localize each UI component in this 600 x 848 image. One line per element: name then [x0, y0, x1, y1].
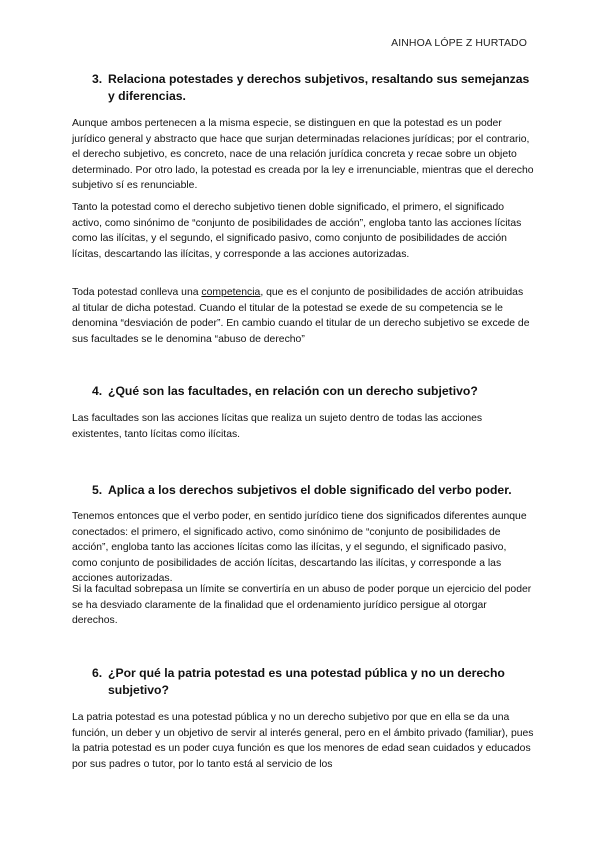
competencia-link[interactable]: competencia — [201, 287, 261, 298]
question-number: 3. — [92, 72, 103, 86]
question-title: Relaciona potestades y derechos subjetivos, resaltando sus semejanzas y diferencias. — [108, 72, 530, 103]
question-4-heading — [92, 383, 532, 400]
q5-paragraph-1: Tenemos entonces que el verbo poder, en sentido jurídico tiene dos significados diferentes aunque conectados: el primero, el significado activo, como sinónimo de “conjunto de posibilidades de acción”, engloba tanto las acciones lícitas como las ilícitas, y el segundo, el significado pasivo, como conjunto de posibilidades de acción lícitas, descartando las ilícitas, y corresponde a las acciones autorizadas. — [72, 511, 527, 585]
q3-paragraph-2: Tanto la potestad como el derecho subjetivo tienen doble significado, el primero, el significado activo, como sinónimo de “conjunto de posibilidades de acción”, engloba tanto las acciones lícitas como las ilícitas, y el segundo, el significado pasivo, como conjunto de posibilidades de acción lícitas, descartando las ilícitas, y corresponde a las acciones autorizadas. — [72, 202, 522, 260]
question-title: ¿Qué son las facultades, en relación con un derecho subjetivo? — [108, 384, 478, 398]
question-3-heading — [92, 71, 532, 105]
q6-paragraph-1: La patria potestad es una potestad pública y no un derecho subjetivo por que en ella se da una función, un deber y un objetivo de servir al interés general, pero en el ámbito privado (familiar), pues la patria potestad es un poder cuya función es que los menores de edad sean cuidados y educados por sus padres o tutor, por lo tanto está al servicio de los — [72, 712, 534, 770]
question-number: 6. — [92, 666, 103, 680]
question-title: ¿Por qué la patria potestad es una potestad pública y no un derecho subjetivo? — [108, 666, 505, 697]
q5-paragraph-2: Si la facultad sobrepasa un límite se convertiría en un abuso de poder porque un ejercicio del poder se ha desviado claramente de la finalidad que el ordenamiento jurídico persigue al otorgar derechos. — [72, 584, 532, 627]
q3-paragraph-3-text-a: Toda potestad conlleva una — [72, 287, 202, 298]
q3-paragraph-3-text-b: , que es el conjunto de posibilidades de acción atribuidas al titular de dicha potestad. Cuando el titular de la potestad se exede de su competencia se le denomina “desviación de poder”. En cambio cuando el titular de un derecho subjetivo se excede de sus facultades se le denomina “abuso de derecho” — [72, 287, 530, 345]
question-number: 4. — [92, 384, 103, 398]
question-title: Aplica a los derechos subjetivos el doble significado del verbo poder. — [108, 483, 512, 497]
question-5-heading — [92, 482, 532, 499]
q4-paragraph-1: Las facultades son las acciones lícitas que realiza un sujeto dentro de todas las acciones existentes, tanto lícitas como ilícitas. — [72, 413, 483, 440]
author-header: AINHOA LÓPE Z HURTADO — [391, 37, 527, 49]
question-6-heading — [92, 665, 532, 699]
question-number: 5. — [92, 483, 103, 497]
q3-paragraph-1: Aunque ambos pertenecen a la misma especie, se distinguen en que la potestad es un poder jurídico general y abstracto que hace que surjan determinadas relaciones jurídicas; por el contrario, el derecho subjetivo, es concreto, nace de una relación jurídica concreta y recae sobre un objeto determinado. Por otro lado, la potestad es creada por la ley e irrenunciable, mientras que el derecho subjetivo sí es renunciable. — [72, 118, 534, 192]
q3-paragraph-3 — [72, 285, 534, 347]
